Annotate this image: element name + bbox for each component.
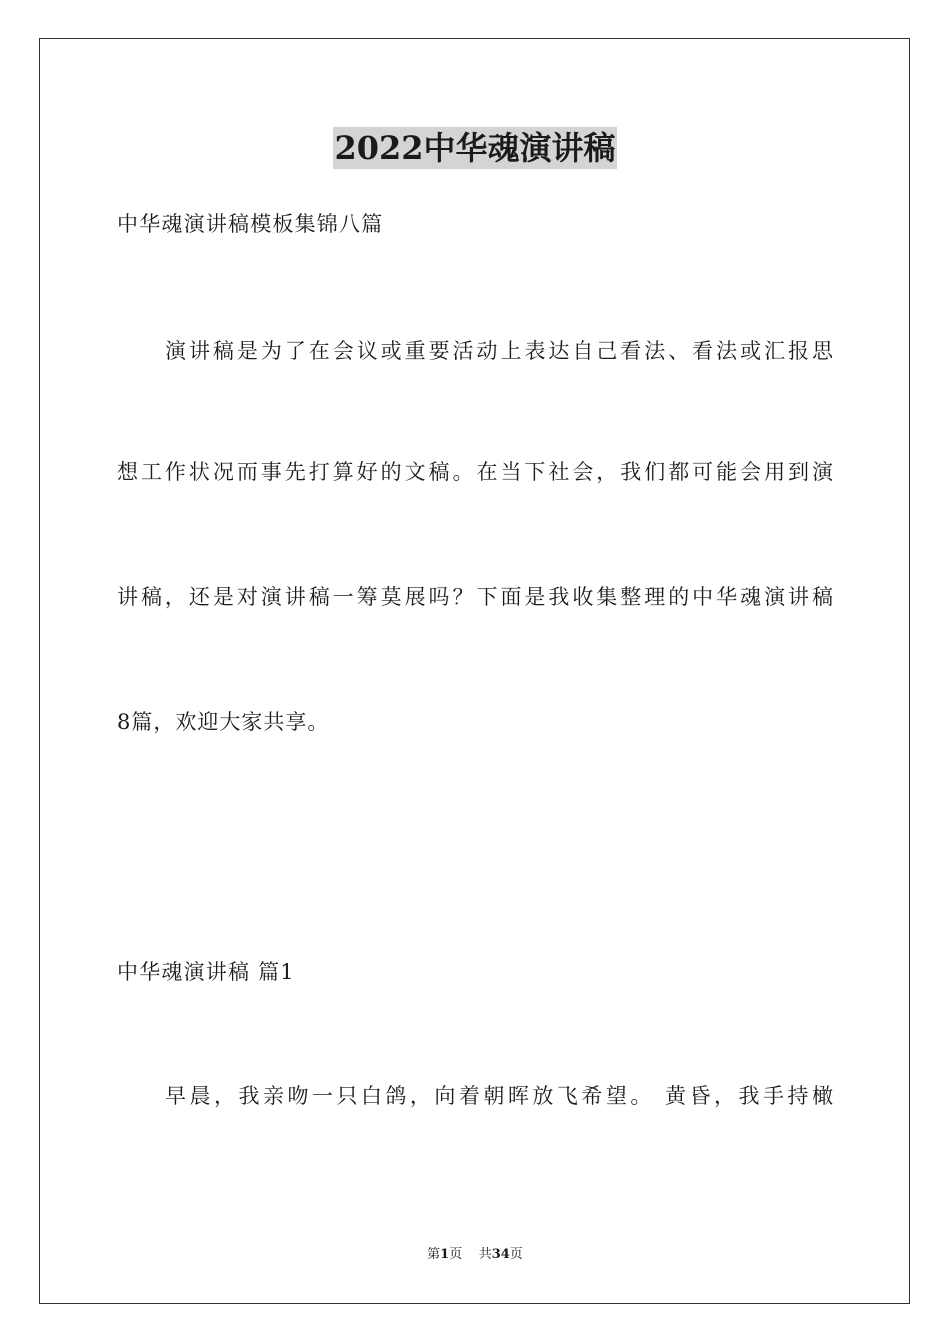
footer-page-suffix: 页	[449, 1247, 463, 1262]
intro-line-1: 演讲稿是为了在会议或重要活动上表达自己看法、看法或汇报思	[165, 339, 833, 363]
intro-line-2: 想工作状况而事先打算好的文稿。在当下社会，我们都可能会用到演	[117, 460, 833, 484]
document-title: 2022中华魂演讲稿	[334, 129, 616, 167]
footer-total-pages: 34	[491, 1247, 510, 1262]
footer-total-suffix: 页	[509, 1247, 523, 1262]
footer-separator	[462, 1247, 479, 1262]
document-subtitle: 中华魂演讲稿模板集锦八篇	[117, 212, 384, 236]
title-container	[0, 127, 950, 169]
footer-page-number: 1	[440, 1247, 450, 1262]
footer-total-prefix: 共	[478, 1247, 492, 1262]
intro-line-3: 讲稿，还是对演讲稿一筹莫展吗？下面是我收集整理的中华魂演讲稿	[117, 585, 833, 609]
page-footer	[0, 1246, 950, 1264]
footer-page-prefix: 第	[427, 1247, 441, 1262]
section-line-1: 早晨，我亲吻一只白鸽，向着朝晖放飞希望。 黄昏，我手持橄	[165, 1084, 833, 1108]
intro-line-4: 8篇，欢迎大家共享。	[117, 710, 330, 734]
section-heading: 中华魂演讲稿 篇1	[117, 960, 295, 984]
